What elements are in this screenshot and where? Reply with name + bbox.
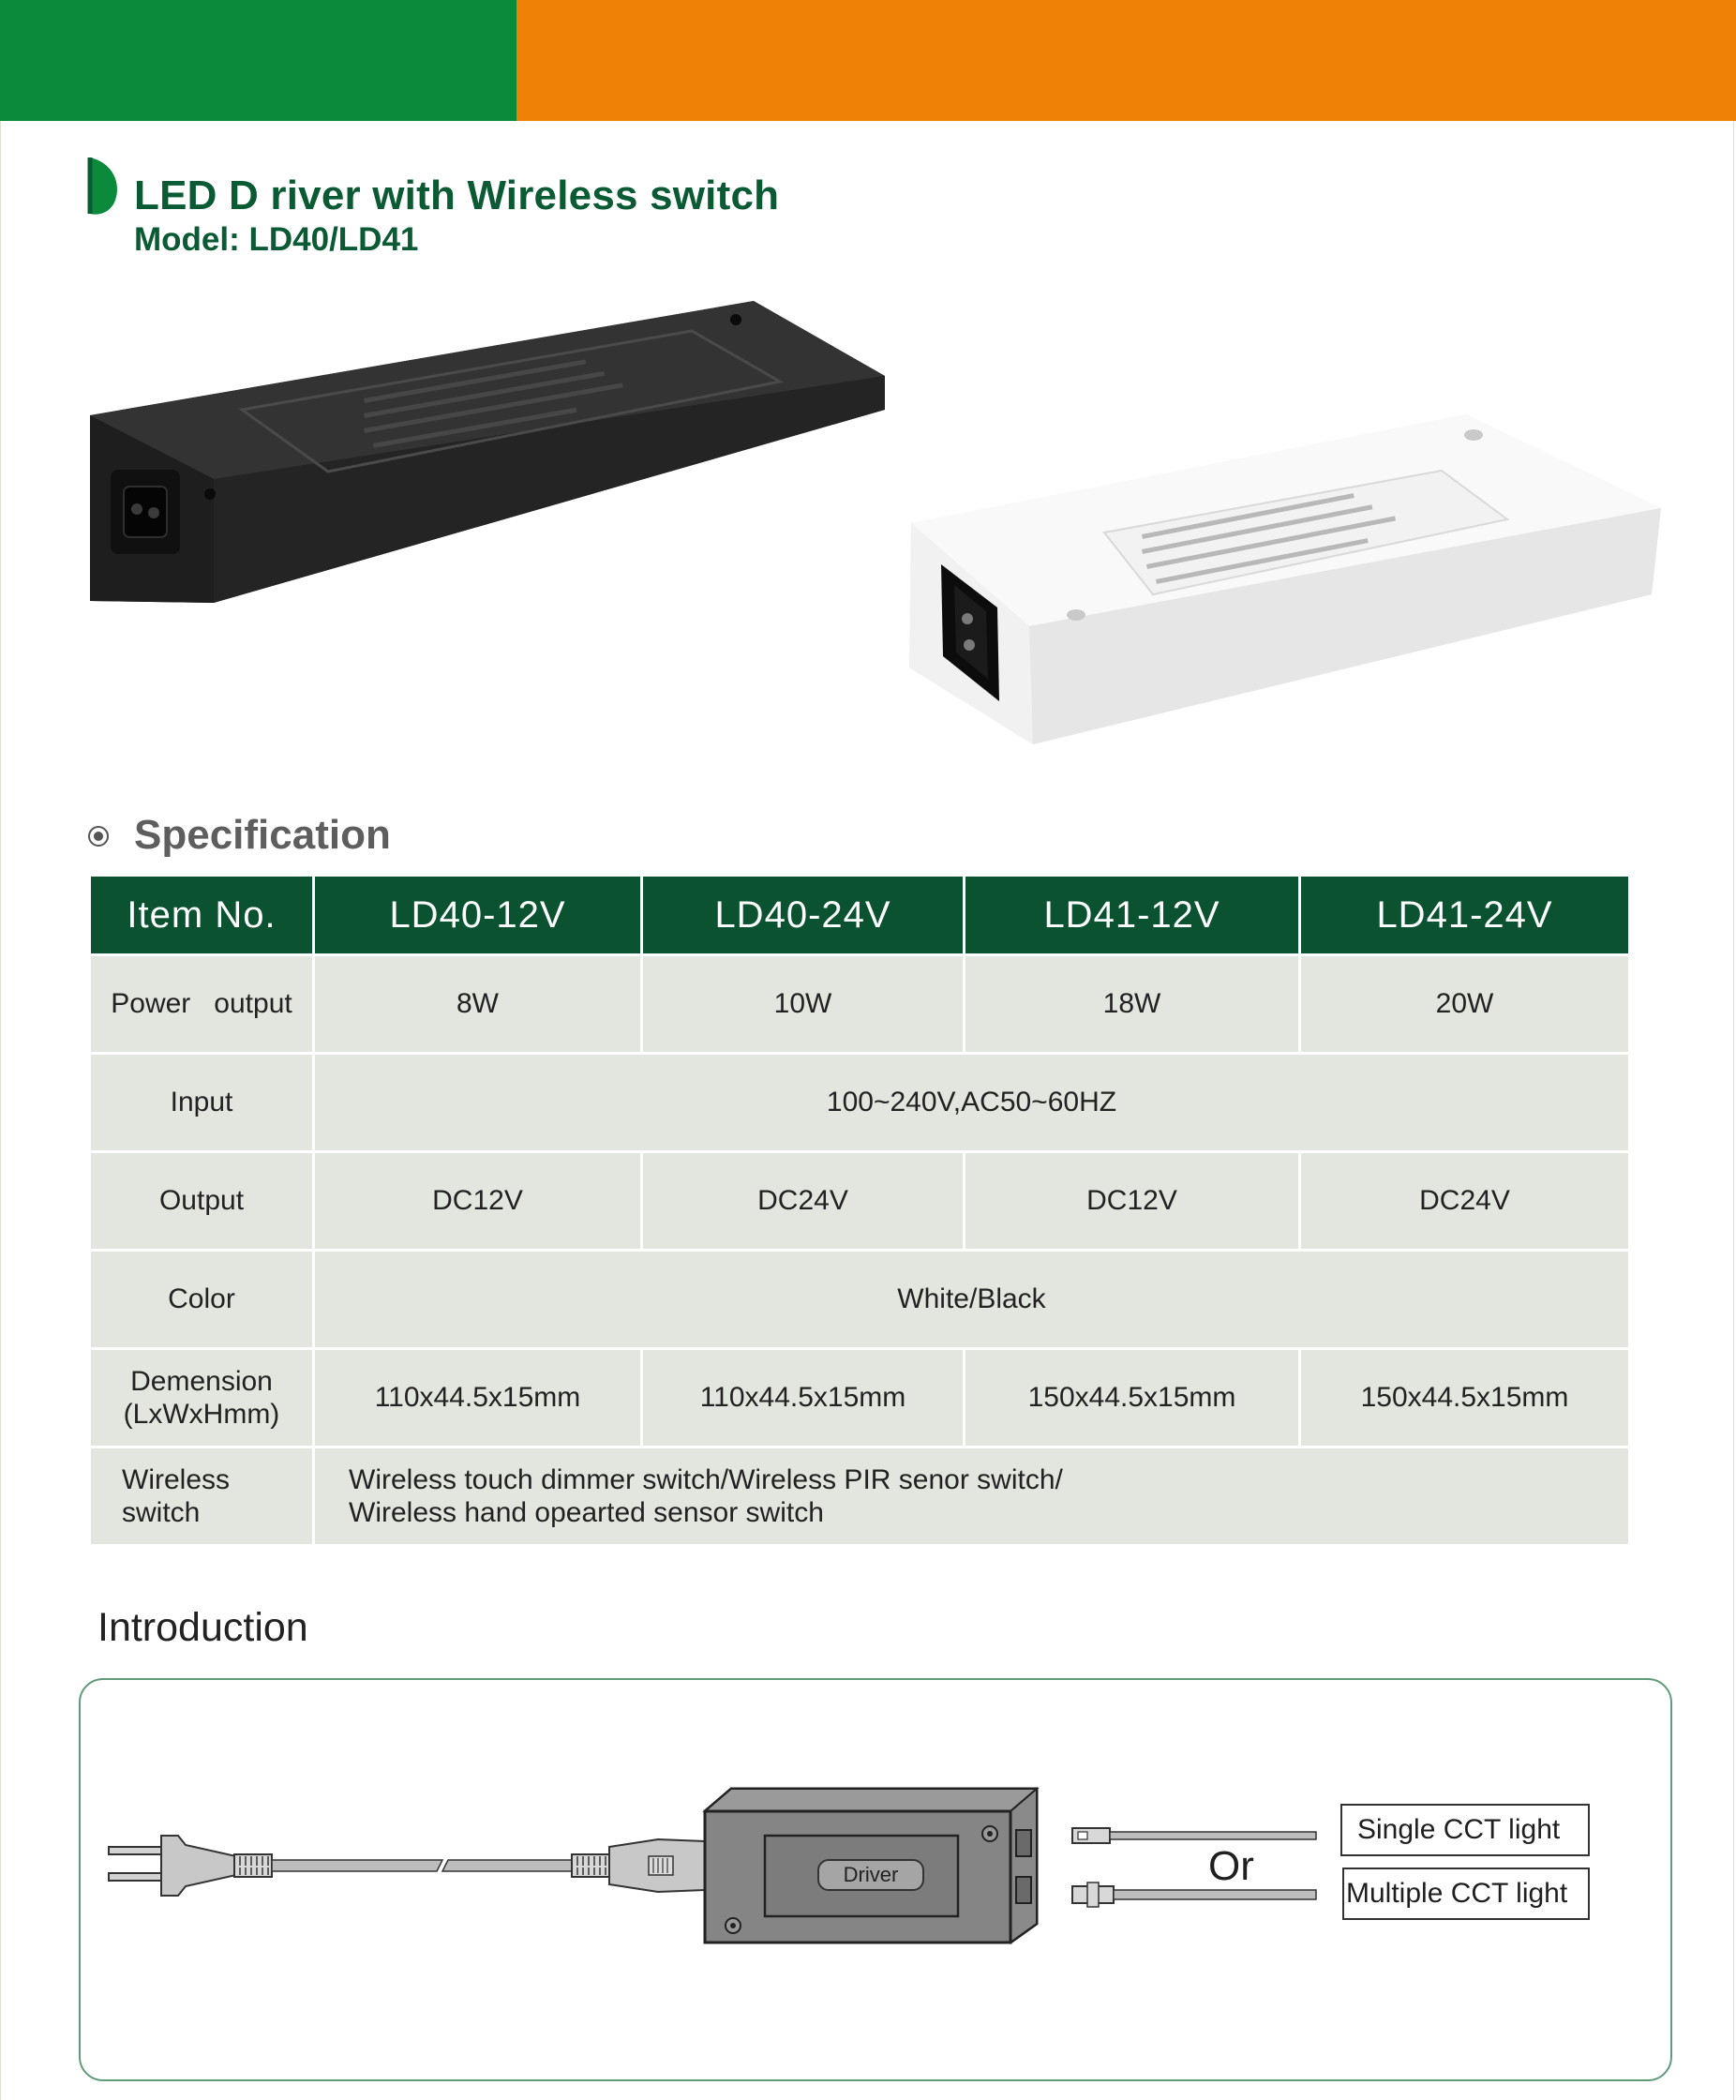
column-header: LD41-12V	[965, 876, 1300, 955]
column-header: LD40-24V	[642, 876, 965, 955]
row-label-dimension	[90, 1349, 314, 1448]
table-cell: 18W	[965, 955, 1300, 1054]
or-label: Or	[1208, 1843, 1254, 1889]
table-cell: 10W	[642, 955, 965, 1054]
table-row	[90, 1054, 1630, 1152]
page-title: LED D river with Wireless switch	[134, 172, 780, 218]
table-header-row	[90, 876, 1630, 955]
column-header: LD41-24V	[1300, 876, 1630, 955]
table-cell: 8W	[314, 955, 642, 1054]
label-line: Wireless	[122, 1463, 231, 1495]
row-label-color: Color	[90, 1251, 314, 1349]
table-cell: 150x44.5x15mm	[965, 1349, 1300, 1448]
power-plug-icon	[105, 1819, 705, 1912]
table-row	[90, 1448, 1630, 1546]
table-cell: White/Black	[314, 1251, 1630, 1349]
row-label-power: Power output	[90, 955, 314, 1054]
table-cell	[314, 1448, 1630, 1546]
specification-heading: Specification	[134, 812, 391, 858]
single-cct-light-label: Single CCT light	[1340, 1804, 1590, 1856]
table-cell: DC24V	[642, 1152, 965, 1251]
label-line: (LxWxHmm)	[123, 1399, 280, 1430]
header-band-green	[0, 0, 516, 121]
driver-label: Driver	[817, 1859, 924, 1891]
white-driver-image	[907, 411, 1663, 748]
header-band-orange	[516, 0, 1736, 121]
table-cell: 20W	[1300, 955, 1630, 1054]
leaf-icon	[86, 158, 120, 216]
label-line: switch	[122, 1497, 201, 1528]
specification-table	[88, 874, 1631, 1547]
table-cell: DC24V	[1300, 1152, 1630, 1251]
multiple-cct-light-label: Multiple CCT light	[1342, 1868, 1590, 1920]
table-cell: 100~240V,AC50~60HZ	[314, 1054, 1630, 1152]
row-label-output: Output	[90, 1152, 314, 1251]
connector-single-icon	[1069, 1824, 1318, 1847]
table-cell: DC12V	[314, 1152, 642, 1251]
black-driver-image	[82, 295, 889, 614]
table-row	[90, 1349, 1630, 1448]
wireless-line: Wireless hand opearted sensor switch	[349, 1497, 824, 1528]
label-line: Demension	[130, 1365, 273, 1397]
table-cell: 110x44.5x15mm	[314, 1349, 642, 1448]
introduction-heading: Introduction	[97, 1605, 308, 1650]
table-row	[90, 1251, 1630, 1349]
column-header: Item No.	[90, 876, 314, 955]
radio-target-icon	[87, 825, 110, 848]
model-subtitle: Model: LD40/LD41	[134, 221, 419, 258]
table-row	[90, 1152, 1630, 1251]
table-cell: 150x44.5x15mm	[1300, 1349, 1630, 1448]
wireless-line: Wireless touch dimmer switch/Wireless PIR senor switch/	[349, 1463, 1063, 1495]
row-label-wireless	[90, 1448, 314, 1546]
row-label-input: Input	[90, 1054, 314, 1152]
table-cell: 110x44.5x15mm	[642, 1349, 965, 1448]
column-header: LD40-12V	[314, 876, 642, 955]
connector-multiple-icon	[1069, 1879, 1318, 1909]
table-cell: DC12V	[965, 1152, 1300, 1251]
table-row	[90, 955, 1630, 1054]
